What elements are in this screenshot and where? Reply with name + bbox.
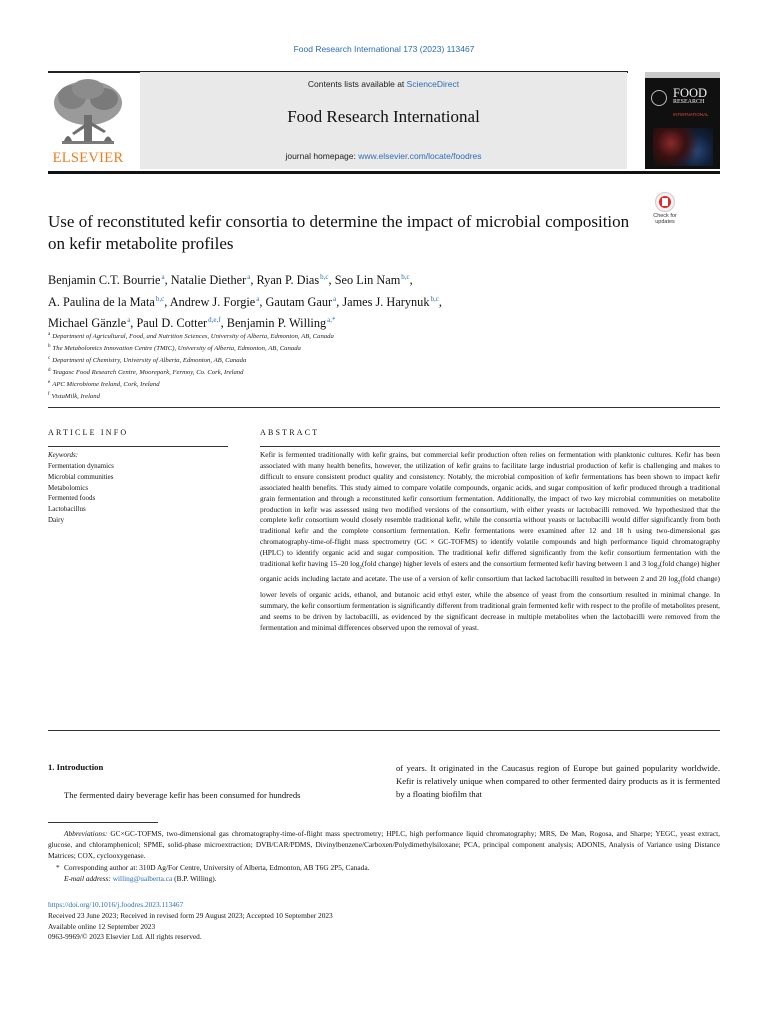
check-updates-line: Check for bbox=[653, 213, 677, 219]
affiliation-key: b bbox=[48, 344, 51, 350]
affiliation-list bbox=[48, 330, 648, 403]
author-affiliation-marker[interactable]: d,e,f bbox=[208, 316, 221, 324]
introduction-heading: 1. Introduction bbox=[48, 762, 104, 772]
affiliation-text: The Metabolomics Innovation Centre (TMIC), University of Alberta, Edmonton, AB, Canada bbox=[52, 345, 301, 353]
author-affiliation-marker[interactable]: a bbox=[127, 316, 131, 324]
running-head[interactable]: Food Research International 173 (2023) 113467 bbox=[293, 44, 475, 54]
journal-name[interactable]: Food Research International bbox=[287, 107, 480, 126]
email-suffix: (B.P. Willing). bbox=[172, 873, 217, 883]
article-title: Use of reconstituted kefir consortia to determine the impact of microbial composition on kefir metabolite profiles bbox=[48, 212, 630, 253]
author-separator: , bbox=[438, 294, 442, 309]
affiliation-key: a bbox=[48, 332, 51, 337]
cover-subtitle: INTERNATIONAL bbox=[673, 112, 709, 117]
author-name[interactable]: Benjamin P. Willing bbox=[226, 316, 327, 330]
homepage-link[interactable]: www.elsevier.com/locate/foodres bbox=[358, 151, 482, 161]
abbreviations-label: Abbreviations: bbox=[64, 829, 108, 838]
author-separator: , bbox=[336, 294, 343, 309]
keyword-item: Lactobacillus bbox=[48, 505, 86, 514]
contents-availability bbox=[140, 79, 627, 89]
author-separator: , bbox=[250, 273, 257, 287]
author-affiliation-marker[interactable]: a bbox=[161, 273, 165, 281]
author-name[interactable]: Michael Gänzle bbox=[48, 316, 127, 330]
keywords-list bbox=[48, 461, 228, 526]
author-name[interactable]: Benjamin C.T. Bourrie bbox=[48, 273, 161, 287]
section-divider bbox=[48, 407, 720, 408]
check-updates-label bbox=[647, 213, 683, 225]
corresponding-text: Corresponding author at: 310D Ag/For Centre, University of Alberta, Edmonton, AB T6G 2P5, Canada. bbox=[64, 862, 370, 872]
keyword-item: Dairy bbox=[48, 515, 64, 524]
abstract-body: Kefir is fermented traditionally with kefir grains, but commercial kefir production often relies on fermentation with planktonic cultures. Kefir has been associated with many health benefits, however, the utilization of kefir grains to facilitate large industrial production of kefir is challenging and makes to difficult to ensure consistent product quality and consistency. Notably, the microbial composition of kefir fermentations has been shown to impact kefir associated health benefits. This study aimed to compare volatile compounds, organic acids, and sugar composition of kefir produced through a traditional grain fermentation and through a reconstituted kefir consortium fermentation. Additionally, the impact of two key microbial communities on metabolite production in kefir was assessed using two modified versions of the consortium, with either yeasts or lactobacilli removed. We hypothesized that the complete kefir consortium would closely resemble traditional kefir, while the consortia without yeasts or lactobacilli would differ significantly from both traditional kefir and the complete consortium fermentation. Kefir fermentations were examined after 12 and 18 h using two-dimensional gas chromatography-time-of-flight mass spectrometry (GC × GC-TOFMS) to identify volatile compounds and high performance liquid chromatography (HPLC) to identify organic acid and sugar composition. The traditional kefir differed significantly from the kefir consortium fermentation with the traditional kefir having 15–20 $\log_2(fold$ change) higher levels of esters and the consortium fermented kefir having between 1 and 3 $\log_2(fold$ change) higher organic acids including lactate and acetate. The use of a version of kefir consortium that lacked lactobacilli resulted in between 2 and 20 $\log_2(fold$ change) lower levels of organic acids, ethanol, and butanoic acid ethyl ester, while the absence of yeast from the consortium resulted in minimal change. In summary, the kefir consortium fermentation is significantly different from traditional grain fermented kefir with respect to the profile of metabolites present, and seems to be driven by lactobacilli, as evidenced by the significant decrease in multiple metabolites when the lactobacilli were removed from the fermentation and minimal differences observed upon the removal of yeast. bbox=[260, 450, 720, 632]
author-separator: , bbox=[130, 316, 137, 330]
affiliation-key: f bbox=[48, 392, 50, 398]
author-affiliation-marker[interactable]: b,c bbox=[401, 273, 410, 281]
online-date: Available online 12 September 2023 bbox=[48, 921, 156, 931]
footnote-rule bbox=[48, 822, 158, 823]
article-info-heading: ARTICLE INFO bbox=[48, 428, 129, 437]
author-list bbox=[48, 268, 648, 333]
author-affiliation-marker[interactable]: b,c bbox=[430, 294, 439, 303]
section-divider bbox=[48, 730, 720, 731]
affiliation-item bbox=[48, 390, 648, 402]
masthead-bottom-rule bbox=[48, 171, 720, 174]
cover-title bbox=[673, 88, 707, 106]
abbreviations-text: GC×GC-TOFMS, two-dimensional gas chromatography-time-of-flight mass spectrometry; HPLC, high performance liquid chromatography; MRS, De Man, Rogosa, and Sharpe; YEGC, yeast extract, glucose, and chloramphenicol; SPME, solid-phase microextraction; DVB/CAR/PDMS, Divinylbenzene/Carboxen/Polydimethylsiloxane; PCA, principal component analysis; ADONIS, Analysis of Variance using Distance Matrices; COX, cyclooxygenase. bbox=[48, 829, 720, 861]
keyword-item: Microbial communities bbox=[48, 472, 114, 481]
author-separator: , bbox=[409, 273, 413, 287]
affiliation-item bbox=[48, 366, 648, 378]
keywords-label: Keywords: bbox=[48, 451, 79, 459]
journal-cover-thumbnail[interactable] bbox=[645, 72, 720, 169]
contents-prefix: Contents lists available at bbox=[307, 79, 407, 89]
keyword-item: Fermentation dynamics bbox=[48, 462, 114, 470]
author-name[interactable]: Andrew J. Forgie bbox=[169, 294, 256, 309]
corresponding-star: * bbox=[56, 862, 60, 872]
affiliation-text: Department of Agricultural, Food, and Nutrition Sciences, University of Alberta, Edmonton, AB, Canada bbox=[52, 333, 334, 340]
cover-image bbox=[653, 128, 713, 166]
introduction-paragraph-right: of years. It originated in the Caucasus region of Europe but gained popularity worldwide. Kefir is relatively unique when compared to other fermented dairy products as it is fermented by a floating biofilm that bbox=[396, 763, 720, 799]
cover-seal-icon bbox=[651, 90, 667, 106]
cover-title-line: RESEARCH bbox=[673, 99, 705, 105]
affiliation-key: e bbox=[48, 380, 51, 386]
introduction-paragraph-left: The fermented dairy beverage kefir has been consumed for hundreds bbox=[64, 790, 301, 800]
author-name[interactable]: Seo Lin Nam bbox=[334, 273, 401, 287]
author-separator: , bbox=[164, 273, 171, 287]
cover-title-line: FOOD bbox=[673, 86, 708, 100]
author-affiliation-marker[interactable]: a bbox=[333, 294, 337, 303]
author-separator: , bbox=[259, 294, 266, 309]
affiliation-text: Department of Chemistry, University of Alberta, Edmonton, AB, Canada bbox=[52, 357, 247, 365]
journal-homepage bbox=[140, 151, 627, 161]
email-link[interactable]: willing@ualberta.ca bbox=[112, 873, 173, 883]
affiliation-item bbox=[48, 378, 648, 390]
affiliation-text: APC Microbiome Ireland, Cork, Ireland bbox=[52, 381, 160, 389]
abstract-heading: ABSTRACT bbox=[260, 428, 320, 437]
copyright-line: 0963-9969/© 2023 Elsevier Ltd. All rights reserved. bbox=[48, 932, 202, 942]
author-name[interactable]: Gautam Gaur bbox=[265, 294, 333, 309]
affiliation-text: VistaMilk, Ireland bbox=[51, 393, 100, 401]
publication-info bbox=[48, 900, 720, 943]
author-name[interactable]: James J. Harynuk bbox=[342, 294, 430, 309]
received-dates: Received 23 June 2023; Received in revised form 29 August 2023; Accepted 10 September 2023 bbox=[48, 910, 333, 920]
affiliation-key: c bbox=[48, 356, 51, 362]
author-affiliation-marker[interactable]: a bbox=[256, 294, 260, 303]
affiliation-item bbox=[48, 354, 648, 366]
check-updates-icon bbox=[655, 192, 675, 212]
abstract-rule bbox=[260, 446, 720, 447]
homepage-prefix: journal homepage: bbox=[285, 151, 359, 161]
abbreviations-footnote bbox=[48, 828, 720, 862]
author-name[interactable]: Paul D. Cotter bbox=[136, 316, 208, 330]
affiliation-item bbox=[48, 342, 648, 354]
author-name[interactable]: Ryan P. Dias bbox=[256, 273, 320, 287]
affiliation-key: d bbox=[48, 368, 51, 374]
affiliation-text: Teagasc Food Research Centre, Moorepark, Fermoy, Co. Cork, Ireland bbox=[52, 369, 244, 377]
author-separator: , bbox=[220, 316, 227, 330]
author-affiliation-marker[interactable]: b,c bbox=[155, 294, 165, 303]
check-for-updates-badge[interactable] bbox=[647, 192, 683, 232]
footnotes bbox=[48, 828, 720, 884]
author-affiliation-marker[interactable]: a bbox=[247, 273, 251, 281]
article-info-rule bbox=[48, 446, 228, 447]
keyword-item: Fermented foods bbox=[48, 494, 96, 503]
author-separator: , bbox=[164, 294, 170, 309]
doi-link[interactable]: https://doi.org/10.1016/j.foodres.2023.113467 bbox=[48, 900, 184, 909]
author-affiliation-marker[interactable]: b,c bbox=[320, 273, 329, 281]
email-label: E-mail address: bbox=[64, 873, 111, 883]
author-separator: , bbox=[328, 273, 335, 287]
email-footnote bbox=[48, 873, 720, 884]
publisher-wordmark[interactable]: ELSEVIER bbox=[52, 150, 124, 166]
corresponding-author-footnote bbox=[48, 862, 720, 873]
keyword-item: Metabolomics bbox=[48, 483, 89, 492]
check-updates-line: updates bbox=[655, 219, 675, 225]
author-name[interactable]: Natalie Diether bbox=[170, 273, 247, 287]
author-affiliation-marker[interactable]: a,* bbox=[327, 316, 336, 324]
sciencedirect-link[interactable]: ScienceDirect bbox=[406, 79, 460, 89]
author-name[interactable]: A. Paulina de la Mata bbox=[48, 294, 155, 309]
cover-top-strip bbox=[645, 72, 720, 78]
affiliation-item bbox=[48, 330, 648, 342]
